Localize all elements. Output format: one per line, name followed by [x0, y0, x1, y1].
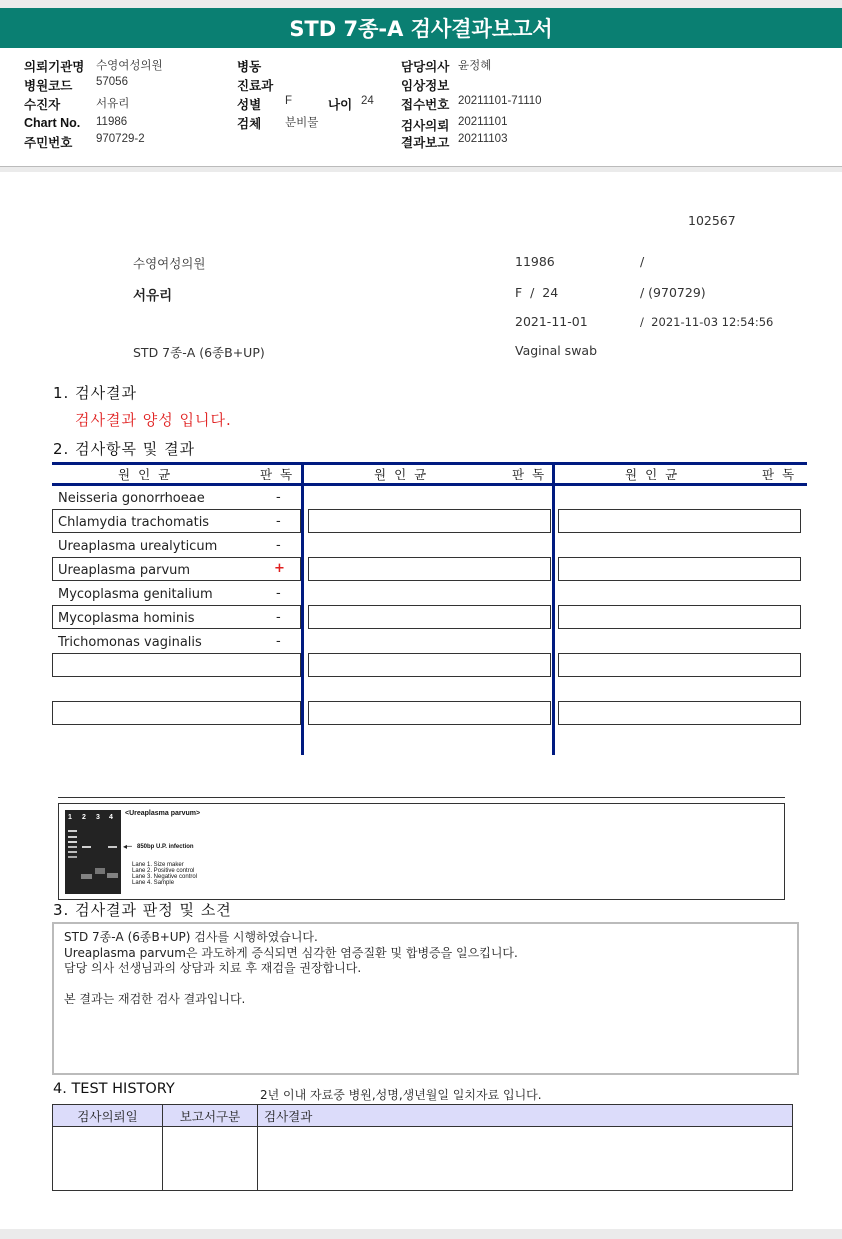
chart-no-label: Chart No.	[24, 116, 81, 130]
gel-top-rule	[58, 797, 785, 798]
comment-line: Ureaplasma parvum은 과도하게 증식되면 심각한 염증질환 및 합병증을 일으킵니다.	[64, 945, 518, 960]
ward-label: 병동	[237, 60, 262, 74]
gel-legend-lane3: Lane 3. Negative control	[132, 874, 198, 880]
row-box	[308, 653, 551, 677]
row-box	[558, 701, 801, 725]
doctor-label: 담당의사	[401, 60, 450, 74]
patient-value: 서유리	[96, 98, 130, 110]
hospital-name-label: 의뢰기관명	[24, 60, 85, 74]
organism-name: Ureaplasma urealyticum	[58, 539, 218, 554]
report-sex-age: F / 24	[515, 285, 559, 300]
report-specimen: Vaginal swab	[515, 343, 598, 358]
history-col-result: 검사결과	[258, 1105, 793, 1127]
chart-no-value: 11986	[96, 116, 128, 128]
history-note: 2년 이내 자료중 병원,성명,생년월일 일치자료 입니다.	[260, 1088, 542, 1102]
gel-image	[65, 810, 121, 894]
report-birth: / (970729)	[640, 285, 706, 300]
hospital-code-label: 병원코드	[24, 79, 73, 93]
col-header-result-1: 판독	[260, 467, 301, 482]
organism-result: -	[276, 586, 281, 601]
lane-number: 3	[96, 814, 100, 821]
section2-title: 2. 검사항목 및 결과	[53, 440, 196, 458]
row-box	[308, 605, 551, 629]
department-label: 진료과	[237, 79, 274, 93]
organism-name-positive: Ureaplasma parvum	[58, 563, 191, 578]
history-cell	[163, 1127, 258, 1191]
table-header-rule	[52, 483, 807, 486]
organism-name: Chlamydia trachomatis	[58, 515, 210, 530]
row-box	[558, 509, 801, 533]
overall-result: 검사결과 양성 입니다.	[75, 411, 232, 429]
request-date-label: 검사의뢰	[401, 119, 450, 133]
report-date-label: 결과보고	[401, 136, 450, 150]
gel-legend-lane2: Lane 2. Positive control	[132, 868, 195, 874]
report-number: 102567	[688, 213, 736, 228]
sex-label: 성별	[237, 98, 262, 112]
receipt-no-label: 접수번호	[401, 98, 450, 112]
resident-no-label: 주민번호	[24, 136, 73, 150]
comment-box	[52, 922, 799, 1075]
report-page	[0, 172, 842, 1229]
report-hospital: 수영여성의원	[133, 256, 206, 271]
table-divider-1	[301, 462, 304, 755]
age-label: 나이	[328, 98, 353, 112]
lane-number: 2	[82, 814, 86, 821]
gel-image-panel	[58, 803, 785, 900]
receipt-no-value: 20211101-71110	[458, 95, 542, 107]
comment-line	[64, 977, 787, 993]
table-row	[53, 1127, 793, 1191]
report-test-name: STD 7종-A (6종B+UP)	[133, 345, 265, 360]
gel-legend-lane4: Lane 4. Sample	[132, 880, 175, 886]
row-box	[308, 701, 551, 725]
table-divider-2	[552, 462, 555, 755]
organism-name: Mycoplasma genitalium	[58, 587, 213, 602]
patient-label: 수진자	[24, 98, 61, 112]
comment-line: 담당 의사 선생님과의 상담과 치료 후 재검을 권장합니다.	[64, 961, 362, 975]
organism-name: Trichomonas vaginalis	[58, 635, 202, 650]
row-box	[308, 509, 551, 533]
col-header-organism-2: 원인균	[374, 467, 435, 482]
organism-result: -	[276, 634, 281, 649]
gel-title: <Ureaplasma parvum>	[125, 810, 201, 817]
gel-legend-lane1: Lane 1. Size maker	[132, 862, 184, 868]
comment-line: STD 7종-A (6종B+UP) 검사를 시행하였습니다.	[64, 930, 318, 944]
hospital-name-value: 수영여성의원	[96, 60, 163, 72]
doctor-value: 윤정혜	[458, 60, 492, 72]
col-header-organism-1: 원인균	[118, 467, 179, 482]
lane-number: 1	[68, 814, 72, 821]
organism-result-positive: +	[274, 561, 285, 576]
section4-title: 4. TEST HISTORY	[53, 1081, 175, 1097]
organism-result: -	[276, 490, 281, 505]
comment-line: 본 결과는 재검한 검사 결과입니다.	[64, 992, 246, 1006]
resident-no-value: 970729-2	[96, 133, 145, 145]
organism-name: Mycoplasma hominis	[58, 611, 195, 626]
col-header-result-3: 판독	[762, 467, 803, 482]
report-patient-name: 서유리	[133, 288, 173, 304]
history-cell	[53, 1127, 163, 1191]
row-box	[52, 653, 301, 677]
col-header-result-2: 판독	[512, 467, 553, 482]
section1-title: 1. 검사결과	[53, 384, 138, 402]
report-slash: /	[640, 254, 645, 269]
history-col-request-date: 검사의뢰일	[53, 1105, 163, 1127]
row-box	[558, 653, 801, 677]
gel-band-label: 850bp U.P. infection	[137, 844, 194, 850]
age-value: 24	[361, 95, 374, 107]
specimen-value: 분비물	[285, 117, 319, 129]
row-box	[308, 557, 551, 581]
history-cell	[258, 1127, 793, 1191]
report-title-bar	[0, 8, 842, 48]
report-request-date: 2021-11-01	[515, 314, 588, 329]
request-date-value: 20211101	[458, 116, 508, 128]
report-date-value: 20211103	[458, 133, 508, 145]
lane-number: 4	[109, 814, 113, 821]
col-header-organism-3: 원인균	[625, 467, 686, 482]
organism-result: -	[276, 538, 281, 553]
row-box	[558, 605, 801, 629]
band-arrow-icon: ◂─	[123, 842, 132, 851]
history-table	[52, 1104, 793, 1191]
organism-result: -	[276, 514, 281, 529]
report-title: STD 7종-A 검사결과보고서	[289, 17, 553, 41]
clinical-info-label: 임상정보	[401, 79, 450, 93]
hospital-code-value: 57056	[96, 76, 128, 88]
section3-title: 3. 검사결과 판정 및 소견	[53, 901, 232, 919]
sex-value: F	[285, 95, 293, 107]
row-box	[558, 557, 801, 581]
report-chart-no: 11986	[515, 254, 555, 269]
history-col-report-type: 보고서구분	[163, 1105, 258, 1127]
header-info	[0, 48, 842, 167]
organism-result: -	[276, 610, 281, 625]
report-datetime: / 2021-11-03 12:54:56	[640, 315, 774, 329]
specimen-label: 검체	[237, 117, 262, 131]
row-box	[52, 701, 301, 725]
organism-name: Neisseria gonorrhoeae	[58, 491, 205, 506]
